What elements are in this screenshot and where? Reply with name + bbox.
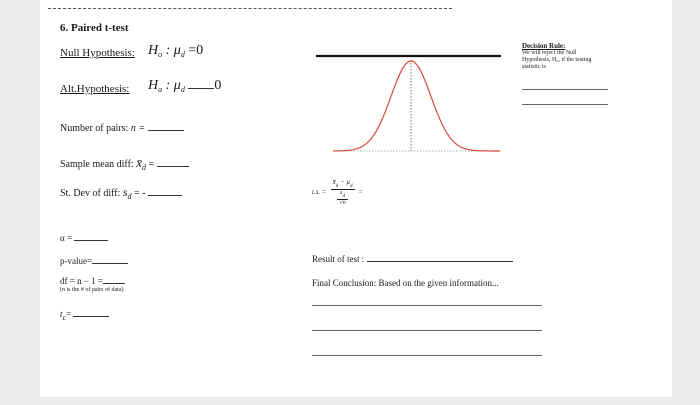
decision-rule-line1: We will reject the Null [522, 50, 577, 56]
ts-numerator [331, 178, 355, 190]
alt-hypothesis-label: Alt.Hypothesis: [60, 83, 130, 95]
ts-xbar: x̄ [332, 178, 336, 186]
null-h-sub: o [158, 50, 163, 59]
sd-blank[interactable] [148, 194, 182, 196]
final-conclusion: Final Conclusion: Based on the given information... [312, 278, 499, 288]
ts-minus: − [338, 178, 347, 186]
ts-xbar-sub: d [335, 184, 339, 189]
mean-var: x̄ [136, 155, 142, 170]
alt-mu-sub: d [180, 85, 185, 94]
decision-rule-title: Decision Rule: [522, 42, 566, 50]
mean-label: Sample mean diff: [60, 159, 134, 170]
tcrit-eq: = [66, 309, 72, 319]
ts-fraction [331, 178, 355, 206]
normal-curve [333, 61, 500, 151]
bottom-frame-border [0, 397, 700, 405]
null-mu-sub: d [180, 50, 185, 59]
alt-hypothesis-formula: $H_a$ : $\mu_d$ 0 [148, 78, 222, 94]
tcrit-row [60, 309, 109, 322]
df-note: (n is the # of pairs of data) [60, 287, 124, 293]
right-frame-border [672, 0, 700, 405]
result-label: Result of test : [312, 254, 365, 264]
ts-inner-num [337, 190, 347, 200]
decision-blank-2[interactable] [522, 104, 608, 105]
ts-inner-fraction [337, 190, 347, 206]
alpha-row [60, 233, 108, 243]
pairs-var: n = [130, 123, 146, 134]
decision-blank-1[interactable] [522, 89, 608, 90]
alpha-label: α = [60, 233, 73, 243]
conclusion-line-1[interactable] [312, 305, 542, 306]
tcrit-blank[interactable] [73, 315, 109, 317]
alpha-blank[interactable] [74, 239, 108, 241]
sd-label: St. Dev of diff: [60, 188, 121, 199]
mean-row [60, 155, 189, 172]
mean-sub: d [141, 163, 146, 172]
decision-rule-line2: Hypothesis, H₀, if the testing [522, 57, 592, 63]
ts-sqrt-n: √n [339, 200, 346, 206]
tcrit-var: t [60, 309, 63, 319]
ts-s-sub: d [342, 194, 345, 199]
left-frame-border [0, 0, 40, 405]
tcrit-sub: c [62, 313, 67, 322]
ts-mu: μ [346, 178, 351, 186]
pairs-blank[interactable] [148, 129, 184, 131]
sd-eq: = - [134, 188, 146, 199]
pairs-label: Number of pairs: [60, 123, 129, 134]
conclusion-line-2[interactable] [312, 330, 542, 331]
pvalue-label: p-value= [60, 256, 93, 266]
null-relation: =0 [184, 43, 204, 58]
null-hypothesis-formula: $H_o$ : $\mu_d =0$ [148, 43, 204, 59]
null-hypothesis-label: Null Hypothesis: [60, 47, 135, 59]
df-label: df = n − 1 = [60, 276, 103, 286]
ts-denominator [331, 190, 355, 206]
ts-lhs: t.s. = [312, 188, 327, 196]
test-statistic-formula [312, 178, 362, 206]
conclusion-line-3[interactable] [312, 355, 542, 356]
null-h: H [148, 43, 159, 58]
sd-var: s [122, 185, 128, 199]
result-blank[interactable] [367, 260, 513, 262]
alt-tail-value: 0 [214, 78, 222, 93]
alt-h-sub: a [158, 85, 163, 94]
pvalue-row [60, 256, 128, 266]
ts-rhs: = [358, 188, 363, 196]
alt-relation-blank[interactable] [188, 87, 214, 89]
result-row [312, 254, 513, 264]
alt-h: H [148, 78, 159, 93]
pairs-row [60, 123, 184, 134]
pvalue-blank[interactable] [92, 262, 128, 264]
mean-blank[interactable] [157, 165, 189, 167]
null-mu: μ [173, 43, 181, 58]
top-dashed-rule [48, 8, 452, 9]
section-title-text: 6. Paired t-test [60, 22, 129, 34]
ts-mu-sub: d [350, 184, 353, 189]
decision-rule-line3: statistic is [522, 64, 546, 70]
sd-sub: d [127, 192, 132, 201]
alt-mu: μ [173, 78, 181, 93]
ts-s: s [340, 190, 343, 196]
sd-row [60, 185, 182, 201]
mean-eq: = [148, 159, 155, 170]
df-blank[interactable] [103, 282, 125, 284]
df-row [60, 276, 125, 286]
section-title [60, 22, 129, 34]
